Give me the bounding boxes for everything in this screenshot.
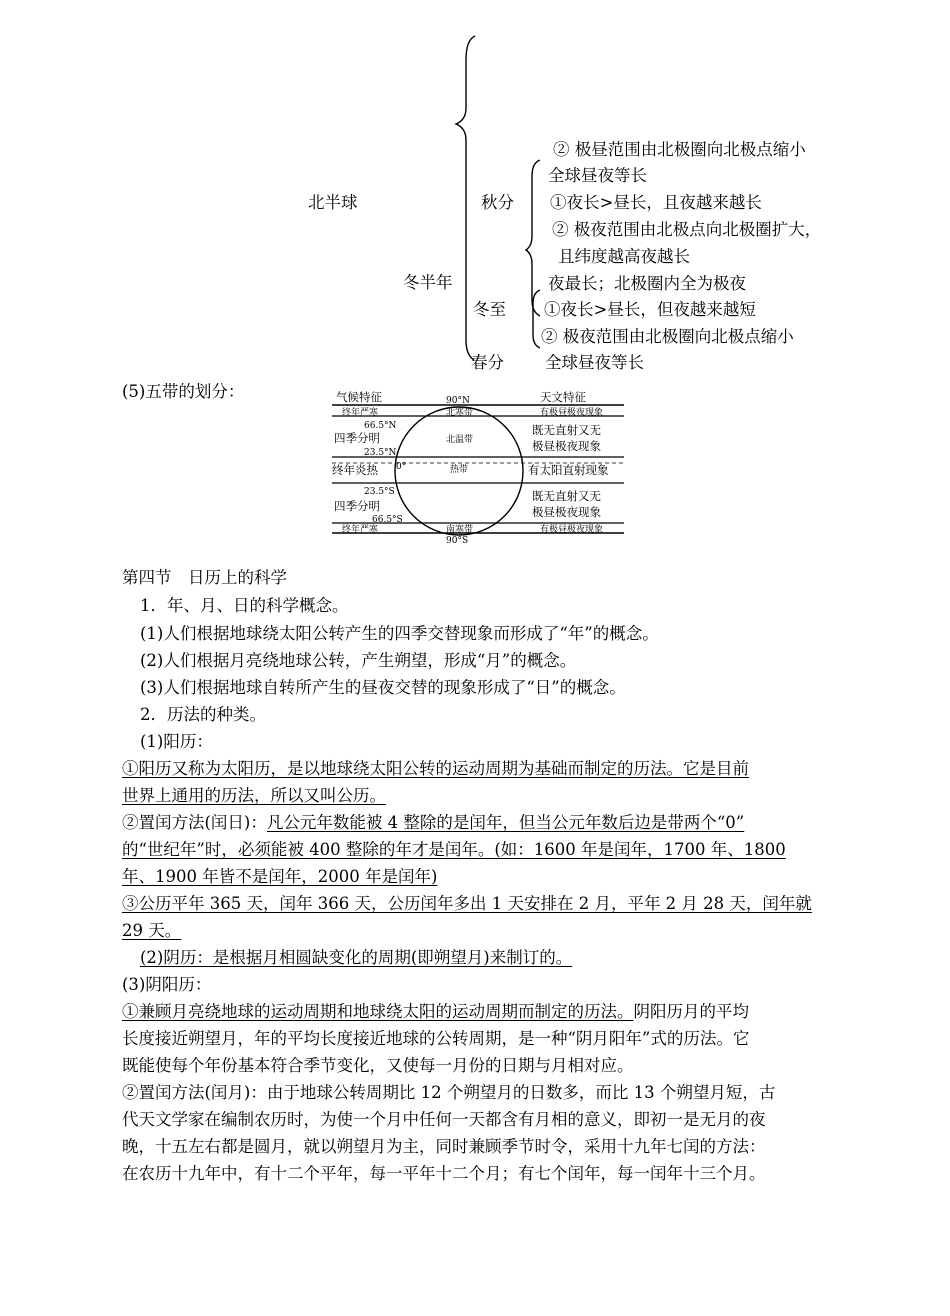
zone-right-row: 既无直射又无 (532, 423, 601, 437)
paragraph: ③公历平年 365 天，闰年 366 天，公历闰年多出 1 天安排在 2 月，平年 2 月 28 天，闰年就 (122, 894, 812, 913)
paragraph: (2)阴历：是根据月相圆缺变化的周期(即朔望月)来制订的。 (140, 948, 573, 967)
paragraph: 代天文学家在编制农历时，为使一个月中任何一天都含有月相的意义，即初一是无月的夜 (122, 1110, 766, 1129)
tree-item: ①夜长>昼长，且夜越来越长 (550, 193, 762, 212)
zone-left-row: 四季分明 (334, 431, 380, 445)
paragraph: 长度接近朔望月，年的平均长度接近地球的公转周期，是一种“阴月阳年”式的历法。它 (122, 1029, 750, 1048)
paragraph: 年、1900 年皆不是闰年，2000 年是闰年) (122, 867, 438, 886)
lat-label: 23.5°N (364, 448, 397, 458)
brace-autumn (526, 160, 540, 316)
five-zones-figure (328, 386, 628, 544)
lat-label: 66.5°S (372, 515, 403, 525)
paragraph: 世界上通用的历法，所以又叫公历。 (122, 786, 386, 805)
tree-winter-half: 冬半年 (403, 273, 453, 292)
zone-label: 南寒带 (446, 525, 474, 535)
zone-right-row: 既无直射又无 (532, 489, 601, 503)
tree-autumn: 秋分 (481, 193, 514, 212)
ls-1a-rest: 阴阳历月的平均 (633, 1002, 749, 1021)
tree-item: ② 极昼范围由北极圈向北极点缩小 (553, 140, 806, 159)
paragraph (122, 1002, 749, 1022)
zone-col-left: 气候特征 (336, 390, 382, 404)
paragraph (122, 813, 744, 833)
lat-label: 90°S (446, 536, 469, 544)
zone-left-row: 终年严寒 (342, 525, 379, 535)
zone-label: 北温带 (446, 435, 474, 445)
paragraph: 既能使每个年份基本符合季节变化，又使每一月份的日期与月相对应。 (122, 1056, 634, 1075)
zone-right-row: 有极昼极夜现象 (540, 525, 604, 535)
paragraph: 的“世纪年”时，必须能被 400 整除的年才是闰年。(如：1600 年是闰年，1700 年、1800 (122, 840, 786, 859)
paragraph: ②置闰方法(闰月)：由于地球公转周期比 12 个朔望月的日数多，而比 13 个朔望月短，古 (122, 1083, 776, 1102)
paragraph: (2)人们根据月亮绕地球公转，产生朔望，形成“月”的概念。 (140, 651, 577, 670)
tree-item: 全球昼夜等长 (545, 353, 644, 372)
zone-col-right: 天文特征 (540, 390, 586, 404)
section-title: 第四节 日历上的科学 (122, 568, 287, 587)
zone-label: 热带 (450, 465, 469, 475)
paragraph: (1)阳历： (140, 732, 213, 751)
tree-brackets (0, 0, 950, 380)
tree-winter-solstice: 冬至 (473, 300, 506, 319)
zones-svg (328, 386, 628, 544)
brace-winter (533, 290, 540, 348)
zone-left-row: 终年严寒 (342, 408, 379, 418)
tree-spring: 春分 (471, 353, 504, 372)
lat-label: 23.5°S (364, 487, 395, 497)
paragraph: ①阳历又称为太阳历，是以地球绕太阳公转的运动周期为基础而制定的历法。它是目前 (122, 759, 749, 778)
zone-right-row: 有极昼极夜现象 (540, 408, 604, 418)
tree-item: 全球昼夜等长 (548, 166, 647, 185)
zone-right-row: 极昼极夜现象 (532, 439, 601, 453)
paragraph: 在农历十九年中，有十二个平年，每一平年十二个月；有七个闰年，每一闰年十三个月。 (122, 1164, 766, 1183)
lat-label: 0° (396, 462, 407, 472)
lat-label: 90°N (446, 396, 470, 406)
lat-label: 66.5°N (364, 421, 397, 431)
paragraph: (1)人们根据地球绕太阳公转产生的四季交替现象而形成了“年”的概念。 (140, 624, 659, 643)
solar-2-prefix: ②置闰方法(闰日)： (122, 813, 267, 832)
paragraph: 晚，十五左右都是圆月，就以朔望月为主，同时兼顾季节时令，采用十九年七闰的方法： (122, 1137, 766, 1156)
zone-left-row: 四季分明 (334, 499, 380, 513)
zone-left-row: 终年炎热 (332, 463, 378, 477)
tree-item: 且纬度越高夜越长 (558, 247, 690, 266)
tree-root: 北半球 (308, 193, 358, 212)
zone-label: 北寒带 (446, 408, 474, 418)
paragraph: 2．历法的种类。 (140, 705, 266, 724)
zone-right-row: 极昼极夜现象 (532, 505, 601, 519)
zone-right-row: 有太阳直射现象 (528, 463, 609, 477)
paragraph: 29 天。 (122, 921, 182, 940)
tree-item: ② 极夜范围由北极点向北极圈扩大， (552, 220, 822, 239)
tree-item: ② 极夜范围由北极圈向北极点缩小 (541, 327, 794, 346)
tree-item: 夜最长；北极圈内全为极夜 (548, 274, 746, 293)
paragraph: 1．年、月、日的科学概念。 (140, 596, 349, 615)
solar-2-text: 凡公元年数能被 4 整除的是闰年，但当公元年数后边是带两个“0” (266, 813, 745, 832)
paragraph: (3)阴阳历： (122, 975, 212, 994)
ls-1a-underlined: ①兼顾月亮绕地球的运动周期和地球绕太阳的运动周期而制定的历法。 (122, 1002, 634, 1021)
tree-item: ①夜长>昼长，但夜越来越短 (544, 300, 756, 319)
paragraph: (3)人们根据地球自转所产生的昼夜交替的现象形成了“日”的概念。 (140, 678, 626, 697)
five-zones-heading: (5)五带的划分： (122, 382, 245, 401)
